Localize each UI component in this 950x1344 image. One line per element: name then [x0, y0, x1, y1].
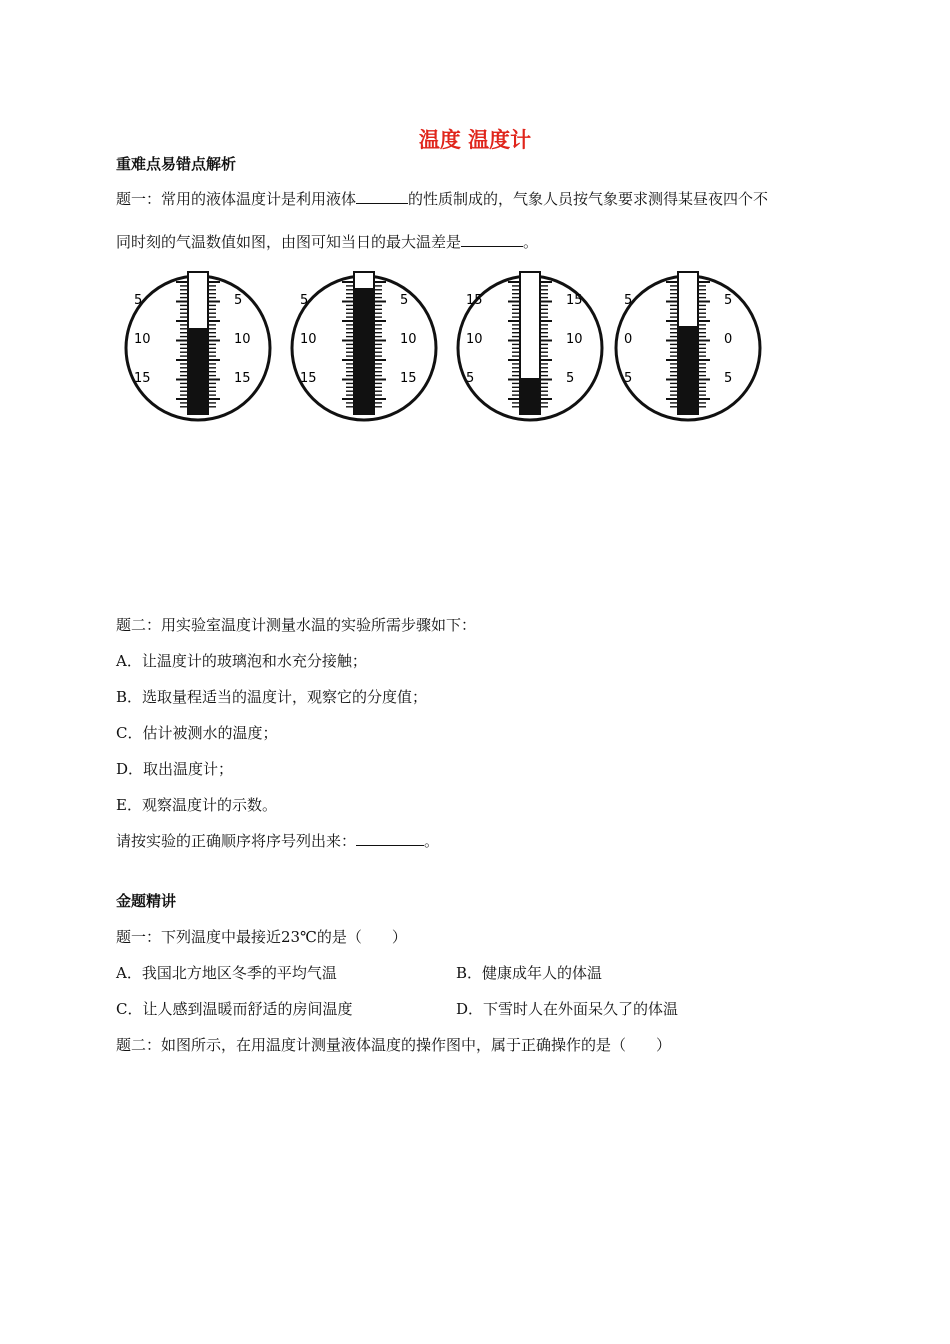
- liquid-column: [189, 328, 207, 414]
- question-2-intro: 题二：用实验室温度计测量水温的实验所需步骤如下：: [116, 616, 477, 634]
- option-a[interactable]: A．我国北方地区冬季的平均气温: [116, 964, 337, 982]
- scale-label-right: 0: [724, 332, 733, 347]
- section-heading-difficult-points: 重难点易错点解析: [116, 155, 237, 173]
- question-1-line-2: [116, 231, 538, 252]
- scale-label-left: 10: [300, 332, 317, 347]
- key-question-2-stem: 题二：如图所示，在用温度计测量液体温度的操作图中，属于正确操作的是（ ）: [116, 1036, 672, 1054]
- scale-label-left: 5: [624, 371, 633, 386]
- scale-label-right: 15: [566, 293, 583, 308]
- scale-label-left: 10: [134, 332, 151, 347]
- scale-label-right: 10: [234, 332, 251, 347]
- key-question-1-stem: 题一：下列温度中最接近23℃的是（ ）: [116, 928, 407, 946]
- scale-label-left: 0: [624, 332, 633, 347]
- scale-label-right: 5: [724, 371, 733, 386]
- step-c: C．估计被测水的温度；: [116, 724, 278, 742]
- thermometer-dial-3: [452, 268, 608, 428]
- scale-label-left: 15: [300, 371, 317, 386]
- question-2-ask-end: 。: [424, 832, 440, 850]
- liquid-column: [355, 288, 373, 414]
- answer-blank-order[interactable]: [356, 831, 424, 846]
- scale-label-right: 10: [400, 332, 417, 347]
- scale-label-left: 5: [300, 293, 309, 308]
- option-b[interactable]: B．健康成年人的体温: [456, 964, 603, 982]
- step-a: A．让温度计的玻璃泡和水充分接触；: [116, 652, 367, 670]
- scale-label-left: 5: [624, 293, 633, 308]
- thermometer-dial-2: [286, 268, 442, 428]
- thermometer-figure: [116, 268, 776, 428]
- scale-label-right: 15: [400, 371, 417, 386]
- scale-label-right: 5: [566, 371, 575, 386]
- step-d: D．取出温度计；: [116, 760, 234, 778]
- question-1-text-d: 。: [523, 233, 539, 251]
- scale-label-right: 5: [724, 293, 733, 308]
- question-2-ask-text: 请按实验的正确顺序将序号列出来：: [116, 832, 357, 850]
- scale-label-left: 5: [466, 371, 475, 386]
- question-1-line-1: [116, 188, 768, 209]
- option-c[interactable]: C．让人感到温暖而舒适的房间温度: [116, 1000, 353, 1018]
- liquid-column: [521, 378, 539, 414]
- section-heading-key-problems: 金题精讲: [116, 892, 177, 910]
- answer-blank-temperature-difference[interactable]: [461, 232, 523, 247]
- thermometer-dial-4: [610, 268, 766, 428]
- liquid-column: [679, 326, 697, 414]
- step-b: B．选取量程适当的温度计，观察它的分度值；: [116, 688, 428, 706]
- scale-label-left: 10: [466, 332, 483, 347]
- question-2-ask: [116, 830, 439, 851]
- scale-label-left: 15: [134, 371, 151, 386]
- scale-label-right: 5: [234, 293, 243, 308]
- step-e: E．观察温度计的示数。: [116, 796, 277, 814]
- question-1-text-b: 的性质制成的，气象人员按气象要求测得某昼夜四个不: [408, 190, 769, 208]
- option-d[interactable]: D．下雪时人在外面呆久了的体温: [456, 1000, 679, 1018]
- scale-label-left: 5: [134, 293, 143, 308]
- answer-blank-property[interactable]: [356, 189, 408, 204]
- scale-label-right: 5: [400, 293, 409, 308]
- question-1-text-a: 题一：常用的液体温度计是利用液体: [116, 190, 357, 208]
- page-title: 温度 温度计: [418, 128, 532, 152]
- question-1-text-c: 同时刻的气温数值如图，由图可知当日的最大温差是: [116, 233, 462, 251]
- scale-label-right: 10: [566, 332, 583, 347]
- scale-label-left: 15: [466, 293, 483, 308]
- scale-label-right: 15: [234, 371, 251, 386]
- thermometer-dial-1: [120, 268, 276, 428]
